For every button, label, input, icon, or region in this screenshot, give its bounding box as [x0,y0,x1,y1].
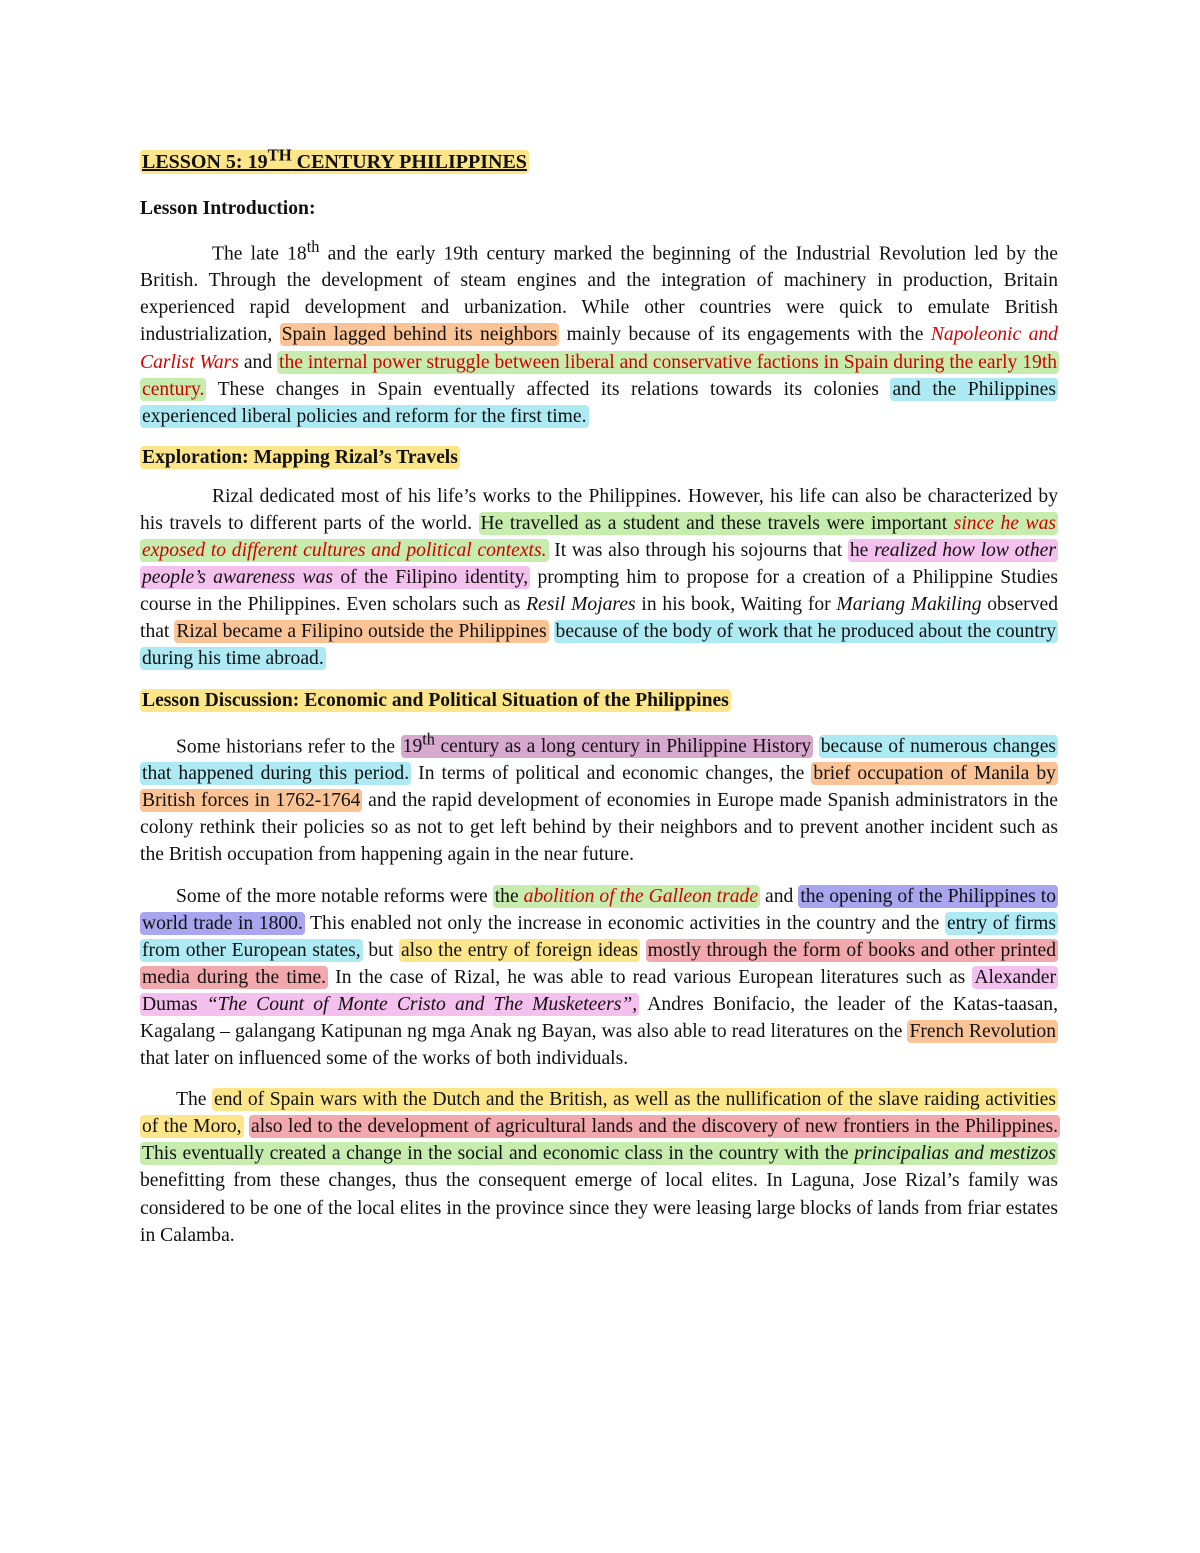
author-resil-mojares: Resil Mojares [526,594,636,616]
lesson-title-highlight: LESSON 5: 19TH CENTURY PHILIPPINES [142,145,527,173]
highlight-body-of-work: because of the body of work that he produced about the country during his time abroad. [142,621,1056,670]
discussion-paragraph-2: Some of the more notable reforms were the abolition of the Galleon trade and the opening of the Philippines to world trade in 1800. This enabled not only the increase in economic activities in the country and the entry of firms from other European states, but also the entry of foreign ideas mostly through the form of books and other printed media during the time. In the case of Rizal, he was able to read various European literatures such as Alexander Dumas “The Count of Monte Cristo and The Musketeers”, Andres Bonifacio, the leader of the Katas-taasan, Kagalang – galangang Katipunan ng mga Anak ng Bayan, was also able to read literatures on the French Revolution that later on influenced some of the works of both individuals. [140,885,1058,1070]
highlight-awareness: he realized how low other people’s awareness was of the Filipino identity, [142,540,1056,589]
exploration-paragraph: Rizal dedicated most of his life’s works to the Philippines. However, his life can also be characterized by his travels to different parts of the world. He travelled as a student and these travels were important since he was exposed to different cultures and political contexts. It was also through his sojourns that he realized how low other people’s awareness was of the Filipino identity, prompting him to propose for a creation of a Philippine Studies course in the Philippines. Even scholars such as Resil Mojares in his book, Waiting for Mariang Makiling observed that Rizal became a Filipino outside the Philippines because of the body of work that he produced about the country during his time abroad. [140,485,1059,670]
discussion-paragraph-3: The end of Spain wars with the Dutch and the British, as well as the nullification of the slave raiding activities of the Moro, also led to the development of agricultural lands and the discovery of new frontiers in the Philippines. This eventually created a change in the social and economic class in the country with the principalias and mestizos benefitting from these changes, thus the consequent emerge of local elites. In Laguna, Jose Rizal’s family was considered to be one of the local elites in the province since they were leasing large blocks of lands from friar estates in Calamba. [140,1089,1059,1246]
lesson-discussion-heading: Lesson Discussion: Economic and Political Situation of the Philippines [142,689,729,711]
highlight-world-trade: the opening of the Philippines to world trade in 1800. [142,885,1056,934]
introduction-paragraph: The late 18th and the early 19th century marked the beginning of the Industrial Revolution led by the British. Through the development of steam engines and the integration of machinery in production, Britain experienced rapid development and urbanization. While other countries were quick to emulate British industrialization, Spain lagged behind its neighbors mainly because of its engagements with the Napoleonic and Carlist Wars and the internal power struggle between liberal and conservative factions in Spain during the early 19th century. These changes in Spain eventually affected its relations towards its colonies and the Philippines experienced liberal policies and reform for the first time. [140,236,1058,427]
highlight-agricultural-lands: also led to the development of agricultural lands and the discovery of new frontiers in the Philippines. [251,1116,1059,1138]
highlight-filipino-outside: Rizal became a Filipino outside the Philippines [176,621,547,643]
highlight-foreign-ideas: also the entry of foreign ideas [400,939,638,961]
highlight-numerous-changes: because of numerous changes that happened during this period. [142,736,1057,785]
highlight-liberal-policies: and the Philippines experienced liberal policies and reform for the first time. [142,378,1056,427]
lesson-introduction-heading: Lesson Introduction: [140,197,316,219]
lesson-title [140,140,1058,177]
exploration-heading: Exploration: Mapping Rizal’s Travels [142,446,458,468]
highlight-galleon-trade: the abolition of the Galleon trade [494,885,759,907]
document-page [140,140,1058,1249]
highlight-social-class: This eventually created a change in the social and economic class in the country with the principalias and mestizos [142,1143,1056,1165]
highlight-power-struggle: the internal power struggle between liberal and conservative factions in Spain during the early 19th century. [142,351,1058,400]
highlight-printed-media: mostly through the form of books and other printed media during the time. [142,939,1057,988]
napoleonic-carlist-wars: Napoleonic and Carlist Wars [140,324,1058,373]
discussion-paragraph-1: Some historians refer to the 19th century as a long century in Philippine History because of numerous changes that happened during this period. In terms of political and economic changes, the brief occupation of Manila by British forces in 1762-1764 and the rapid development of economies in Europe made Spanish administrators in the colony rethink their policies so as not to get left behind by their neighbors and to prevent another incident such as the British occupation from happening again in the near future. [140,729,1058,866]
highlight-british-occupation: brief occupation of Manila by British forces in 1762-1764 [142,763,1056,812]
highlight-travelled-student: He travelled as a student and these travels were important since he was exposed to different cultures and political contexts. [142,512,1056,562]
highlight-french-revolution: French Revolution [909,1020,1057,1042]
highlight-european-firms: entry of firms from other European states, [142,912,1056,961]
highlight-alexander-dumas: Alexander Dumas “The Count of Monte Cristo and The Musketeers”, [142,966,1057,1015]
highlight-long-century: 19th century as a long century in Philippine History [402,729,812,758]
highlight-end-of-wars: end of Spain wars with the Dutch and the British, as well as the nullification of the slave raiding activities of the Moro, [142,1089,1056,1138]
book-mariang-makiling: Mariang Makiling [836,594,982,616]
highlight-spain-lagged: Spain lagged behind its neighbors [281,324,558,346]
